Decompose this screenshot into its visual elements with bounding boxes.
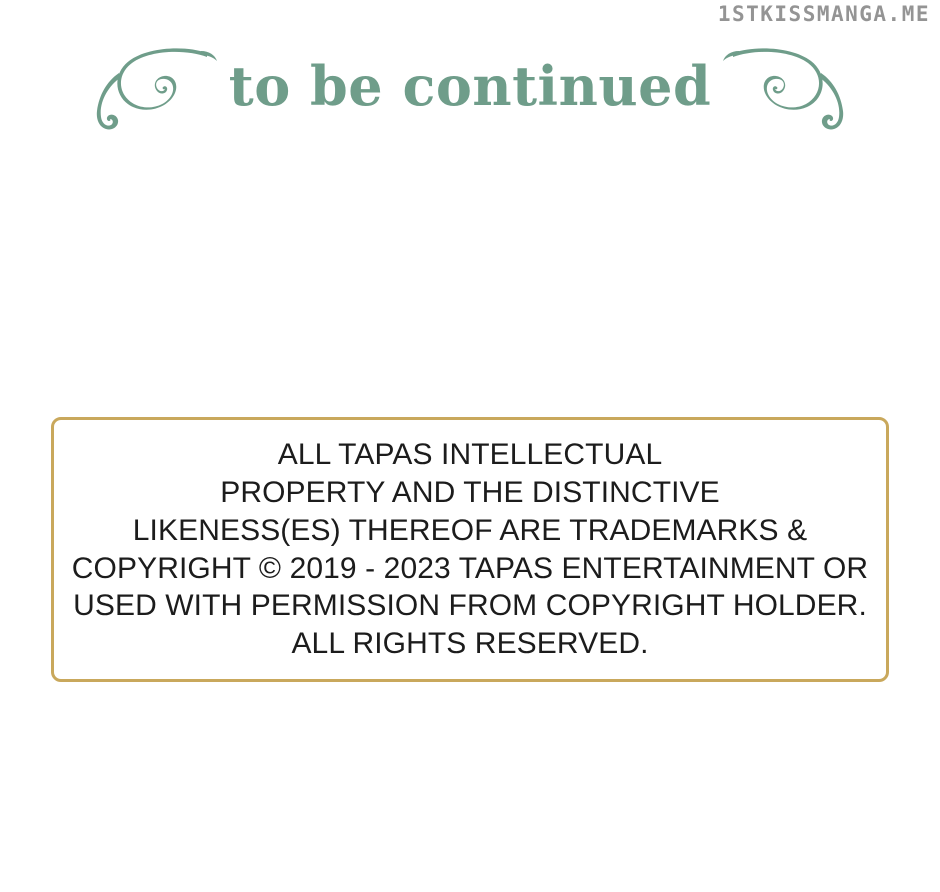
swash-flourish-right-icon <box>719 37 851 142</box>
copyright-line: LIKENESS(ES) THEREOF ARE TRADEMARKS & <box>132 513 808 547</box>
to-be-continued-banner <box>0 34 940 144</box>
copyright-line: ALL TAPAS INTELLECTUAL <box>277 438 663 472</box>
copyright-line: COPYRIGHT © 2019 - 2023 TAPAS ENTERTAINMENT OR <box>71 551 869 585</box>
copyright-line: PROPERTY AND THE DISTINCTIVE <box>220 475 720 509</box>
site-watermark: 1STKISSMANGA.ME <box>717 2 930 26</box>
copyright-line: USED WITH PERMISSION FROM COPYRIGHT HOLDER. <box>73 589 867 623</box>
to-be-continued-text: to be continued <box>228 54 712 118</box>
swash-flourish-left-icon <box>89 37 221 142</box>
copyright-notice-box <box>51 417 889 682</box>
copyright-text <box>62 436 878 663</box>
copyright-line: ALL RIGHTS RESERVED. <box>291 627 649 661</box>
